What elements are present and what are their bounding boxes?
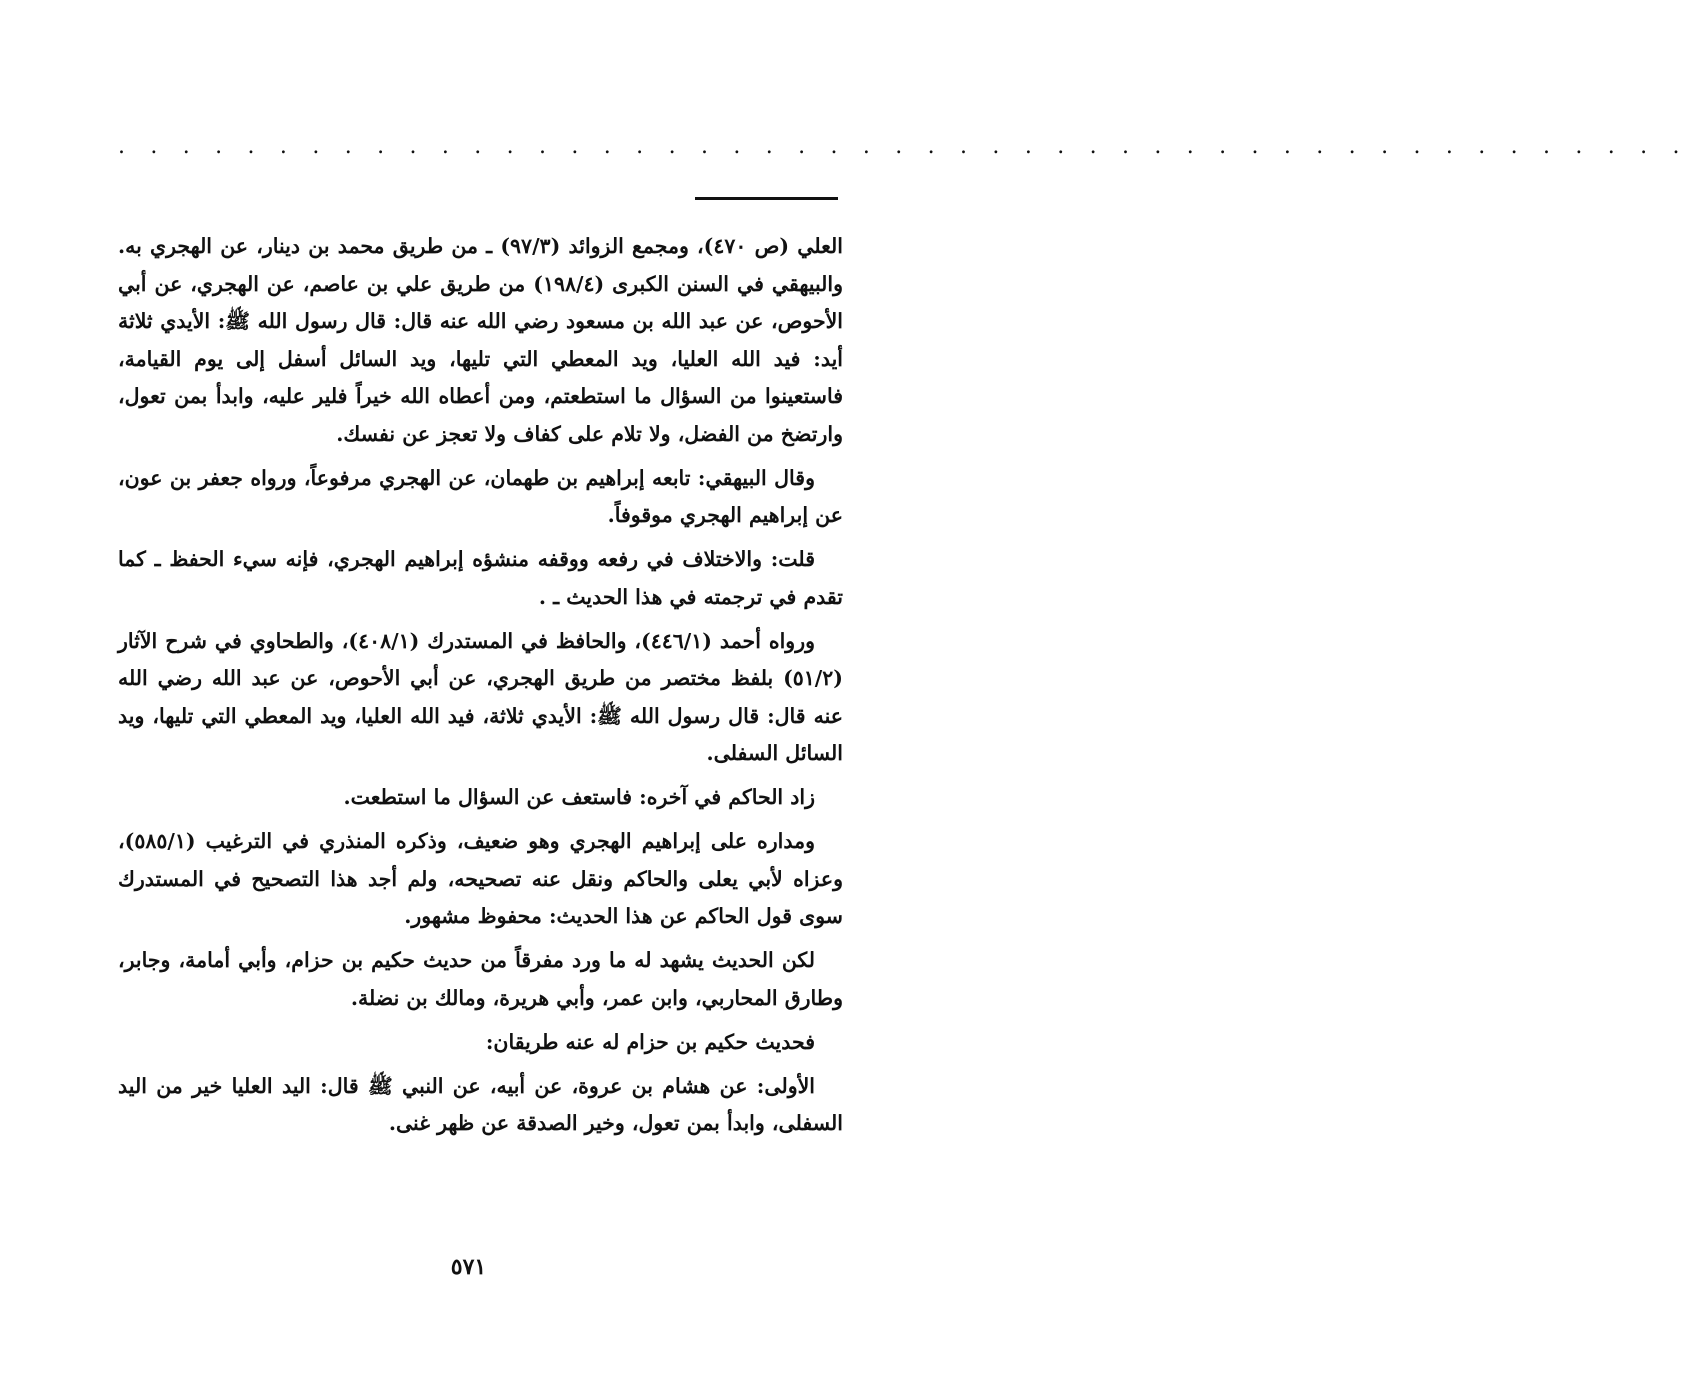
paragraph-6: ومداره على إبراهيم الهجري وهو ضعيف، وذكره المنذري في الترغيب (٥٨٥/١)، وعزاه لأبي يعلى والحاكم ونقل عنه تصحيحه، ولم أجد هذا التصحيح في المستدرك سوى قول الحاكم عن هذا الحديث: محفوظ مشهور. — [118, 829, 843, 928]
footnote-text-block — [118, 228, 843, 1149]
paragraph-4: ورواه أحمد (٤٤٦/١)، والحافظ في المستدرك (٤٠٨/١)، والطحاوي في شرح الآثار (٥١/٢) بلفظ مختصر من طريق الهجري، عن أبي الأحوص، عن عبد الله رضي الله عنه قال: قال رسول الله ﷺ: الأيدي ثلاثة، فيد الله العليا، ويد المعطي التي تليها، ويد السائل السفلى. — [118, 628, 843, 765]
paragraph-9: الأولى: عن هشام بن عروة، عن أبيه، عن النبي ﷺ قال: اليد العليا خير من اليد السفلى، وابدأ بمن تعول، وخير الصدقة عن ظهر غنى. — [118, 1073, 843, 1135]
paragraph-2: وقال البيهقي: تابعه إبراهيم بن طهمان، عن الهجري مرفوعاً، ورواه جعفر بن عون، عن إبراهيم الهجري موقوفاً. — [118, 465, 843, 527]
dotted-separator: . . . . . . . . . . . . . . . . . . . . . . . . . . . . . . . . . . . . . . . . . . . . . . . . . — [118, 134, 1689, 159]
page-number: ٥٧١ — [450, 1254, 487, 1280]
paragraph-5: زاد الحاكم في آخره: فاستعف عن السؤال ما استطعت. — [343, 785, 815, 809]
paragraph-8: فحديث حكيم بن حزام له عنه طريقان: — [485, 1029, 815, 1054]
footnote-rule — [695, 197, 838, 200]
paragraph-1: العلي (ص ٤٧٠)، ومجمع الزوائد (٩٧/٣) ـ من طريق محمد بن دينار، عن الهجري به. والبيهقي في السنن الكبرى (١٩٨/٤) من طريق علي بن عاصم، عن الهجري، عن أبي الأحوص، عن عبد الله بن مسعود رضي الله عنه قال: قال رسول الله ﷺ: الأيدي ثلاثة أيد: فيد الله العليا، ويد المعطي التي تليها، ويد السائل أسفل إلى يوم القيامة، فاستعينوا من السؤال ما استطعتم، ومن أعطاه الله خيراً فلير عليه، وابدأ بمن تعول، وارتضخ من الفضل، ولا تلام على كفاف ولا تعجز عن نفسك. — [118, 234, 843, 446]
paragraph-3: قلت: والاختلاف في رفعه ووقفه منشؤه إبراهيم الهجري، فإنه سيء الحفظ ـ كما تقدم في ترجمته في هذا الحديث ـ . — [118, 547, 843, 609]
paragraph-7: لكن الحديث يشهد له ما ورد مفرقاً من حديث حكيم بن حزام، وأبي أمامة، وجابر، وطارق المحاربي، وابن عمر، وأبي هريرة، ومالك بن نضلة. — [118, 948, 843, 1010]
